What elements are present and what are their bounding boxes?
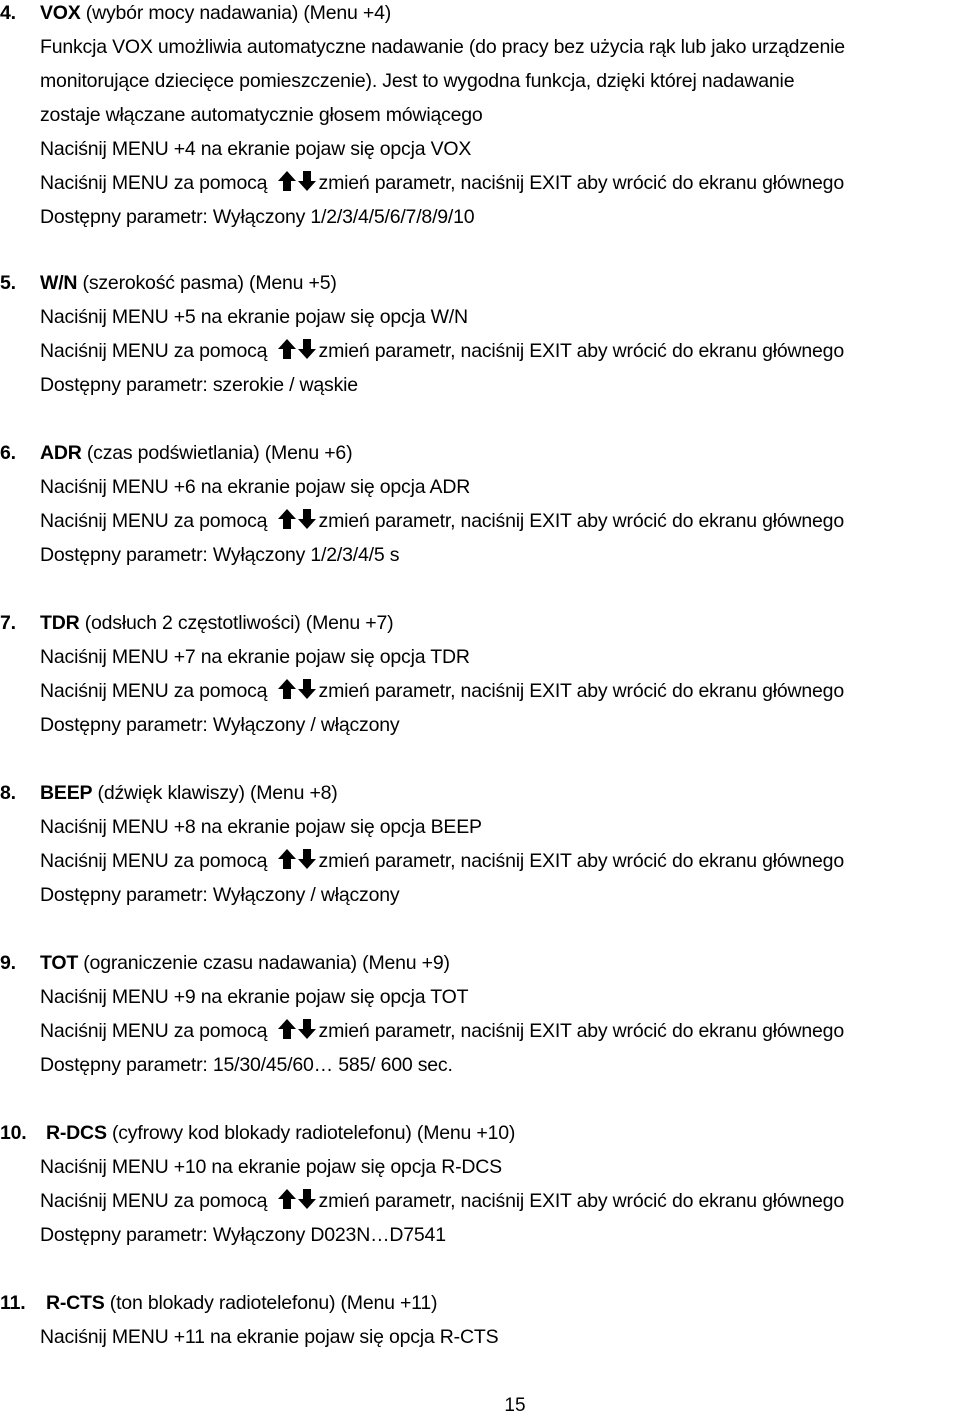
section-heading (0, 606, 960, 640)
section-r-dcs (0, 1116, 960, 1252)
section-wn (0, 266, 960, 402)
arrow-down-icon (297, 338, 317, 360)
section-title: TOT (40, 952, 79, 974)
section-heading (0, 436, 960, 470)
section-title: TDR (40, 612, 80, 634)
available-parameter: Dostępny parametr: szerokie / wąskie (40, 374, 358, 396)
step-change-parameter (0, 1014, 960, 1048)
step-text-post: zmień parametr, naciśnij EXIT aby wrócić do ekranu głównego (318, 680, 844, 702)
step-text-post: zmień parametr, naciśnij EXIT aby wrócić do ekranu głównego (318, 172, 844, 194)
arrow-up-icon (277, 848, 297, 870)
step-text-post: zmień parametr, naciśnij EXIT aby wrócić do ekranu głównego (318, 510, 844, 532)
arrow-up-icon (277, 1018, 297, 1040)
arrow-pair (277, 848, 317, 882)
available-parameter: Dostępny parametr: Wyłączony D023N…D7541 (40, 1224, 446, 1246)
step-change-parameter (0, 504, 960, 538)
available-parameter: Dostępny parametr: Wyłączony 1/2/3/4/5 s (40, 544, 400, 566)
section-title: BEEP (40, 782, 93, 804)
section-title: R-CTS (46, 1292, 105, 1314)
arrow-down-icon (297, 508, 317, 530)
arrow-down-icon (297, 848, 317, 870)
section-heading (0, 776, 960, 810)
section-number: 11. (0, 1292, 26, 1314)
arrow-down-icon (297, 1018, 317, 1040)
arrow-pair (277, 508, 317, 542)
section-subtitle: (wybór mocy nadawania) (Menu +4) (80, 2, 392, 24)
arrow-pair (277, 1188, 317, 1222)
section-subtitle: (ograniczenie czasu nadawania) (Menu +9) (78, 952, 450, 974)
step-change-parameter (0, 1184, 960, 1218)
arrow-pair (277, 1018, 317, 1052)
arrow-down-icon (297, 1188, 317, 1210)
step-text-pre: Naciśnij MENU za pomocą (40, 340, 273, 362)
step-text-post: zmień parametr, naciśnij EXIT aby wrócić do ekranu głównego (318, 340, 844, 362)
section-adr (0, 436, 960, 572)
section-heading (0, 266, 960, 300)
available-parameter: Dostępny parametr: Wyłączony / włączony (40, 714, 400, 736)
section-number: 4. (0, 2, 16, 24)
step-change-parameter (0, 334, 960, 368)
step-open-menu: Naciśnij MENU +10 na ekranie pojaw się opcja R-DCS (40, 1156, 502, 1178)
arrow-up-icon (277, 338, 297, 360)
section-number: 6. (0, 442, 16, 464)
section-number: 8. (0, 782, 16, 804)
step-change-parameter (0, 166, 960, 200)
arrow-up-icon (277, 678, 297, 700)
available-parameter: Dostępny parametr: Wyłączony 1/2/3/4/5/6/7/8/9/10 (40, 206, 475, 228)
section-number: 5. (0, 272, 16, 294)
arrow-pair (277, 678, 317, 712)
section-beep (0, 776, 960, 912)
arrow-up-icon (277, 1188, 297, 1210)
step-open-menu: Naciśnij MENU +7 na ekranie pojaw się opcja TDR (40, 646, 470, 668)
section-subtitle: (czas podświetlania) (Menu +6) (81, 442, 353, 464)
step-text-pre: Naciśnij MENU za pomocą (40, 1020, 273, 1042)
section-title: R-DCS (46, 1122, 107, 1144)
section-heading (0, 0, 960, 30)
section-tdr (0, 606, 960, 742)
section-heading (0, 1286, 960, 1320)
step-text-post: zmień parametr, naciśnij EXIT aby wrócić do ekranu głównego (318, 850, 844, 872)
section-number: 10. (0, 1122, 27, 1144)
section-subtitle: (cyfrowy kod blokady radiotelefonu) (Menu +10) (106, 1122, 516, 1144)
step-change-parameter (0, 674, 960, 708)
step-text-pre: Naciśnij MENU za pomocą (40, 510, 273, 532)
section-tot (0, 946, 960, 1082)
arrow-up-icon (277, 508, 297, 530)
section-number: 9. (0, 952, 16, 974)
step-open-menu: Naciśnij MENU +9 na ekranie pojaw się opcja TOT (40, 986, 469, 1008)
arrow-down-icon (297, 170, 317, 192)
section-title: VOX (40, 2, 81, 24)
step-text-pre: Naciśnij MENU za pomocą (40, 172, 273, 194)
section-r-cts (0, 1286, 960, 1354)
step-text-post: zmień parametr, naciśnij EXIT aby wrócić do ekranu głównego (318, 1020, 844, 1042)
arrow-down-icon (297, 678, 317, 700)
step-open-menu: Naciśnij MENU +4 na ekranie pojaw się opcja VOX (40, 138, 472, 160)
step-text-pre: Naciśnij MENU za pomocą (40, 680, 273, 702)
page-number: 15 (504, 1395, 526, 1416)
section-subtitle: (ton blokady radiotelefonu) (Menu +11) (104, 1292, 438, 1314)
arrow-up-icon (277, 170, 297, 192)
step-open-menu: Naciśnij MENU +11 na ekranie pojaw się opcja R-CTS (40, 1326, 499, 1348)
step-text-pre: Naciśnij MENU za pomocą (40, 1190, 273, 1212)
section-subtitle: (odsłuch 2 częstotliwości) (Menu +7) (79, 612, 394, 634)
available-parameter: Dostępny parametr: 15/30/45/60… 585/ 600 sec. (40, 1054, 453, 1076)
section-number: 7. (0, 612, 16, 634)
step-open-menu: Naciśnij MENU +6 na ekranie pojaw się opcja ADR (40, 476, 471, 498)
section-heading (0, 946, 960, 980)
step-open-menu: Naciśnij MENU +8 na ekranie pojaw się opcja BEEP (40, 816, 482, 838)
section-subtitle: (szerokość pasma) (Menu +5) (77, 272, 337, 294)
intro-line: Funkcja VOX umożliwia automatyczne nadawanie (do pracy bez użycia rąk lub jako urządzenie (40, 36, 845, 58)
step-text-post: zmień parametr, naciśnij EXIT aby wrócić do ekranu głównego (318, 1190, 844, 1212)
arrow-pair (277, 170, 317, 204)
intro-line: monitorujące dziecięce pomieszczenie). Jest to wygodna funkcja, dzięki której nadawanie (40, 70, 795, 92)
section-title: W/N (40, 272, 78, 294)
section-subtitle: (dźwięk klawiszy) (Menu +8) (92, 782, 338, 804)
section-heading (0, 1116, 960, 1150)
section-vox (0, 0, 960, 234)
available-parameter: Dostępny parametr: Wyłączony / włączony (40, 884, 400, 906)
step-change-parameter (0, 844, 960, 878)
step-open-menu: Naciśnij MENU +5 na ekranie pojaw się opcja W/N (40, 306, 468, 328)
intro-line: zostaje włączane automatycznie głosem mówiącego (40, 104, 483, 126)
step-text-pre: Naciśnij MENU za pomocą (40, 850, 273, 872)
arrow-pair (277, 338, 317, 372)
section-title: ADR (40, 442, 82, 464)
